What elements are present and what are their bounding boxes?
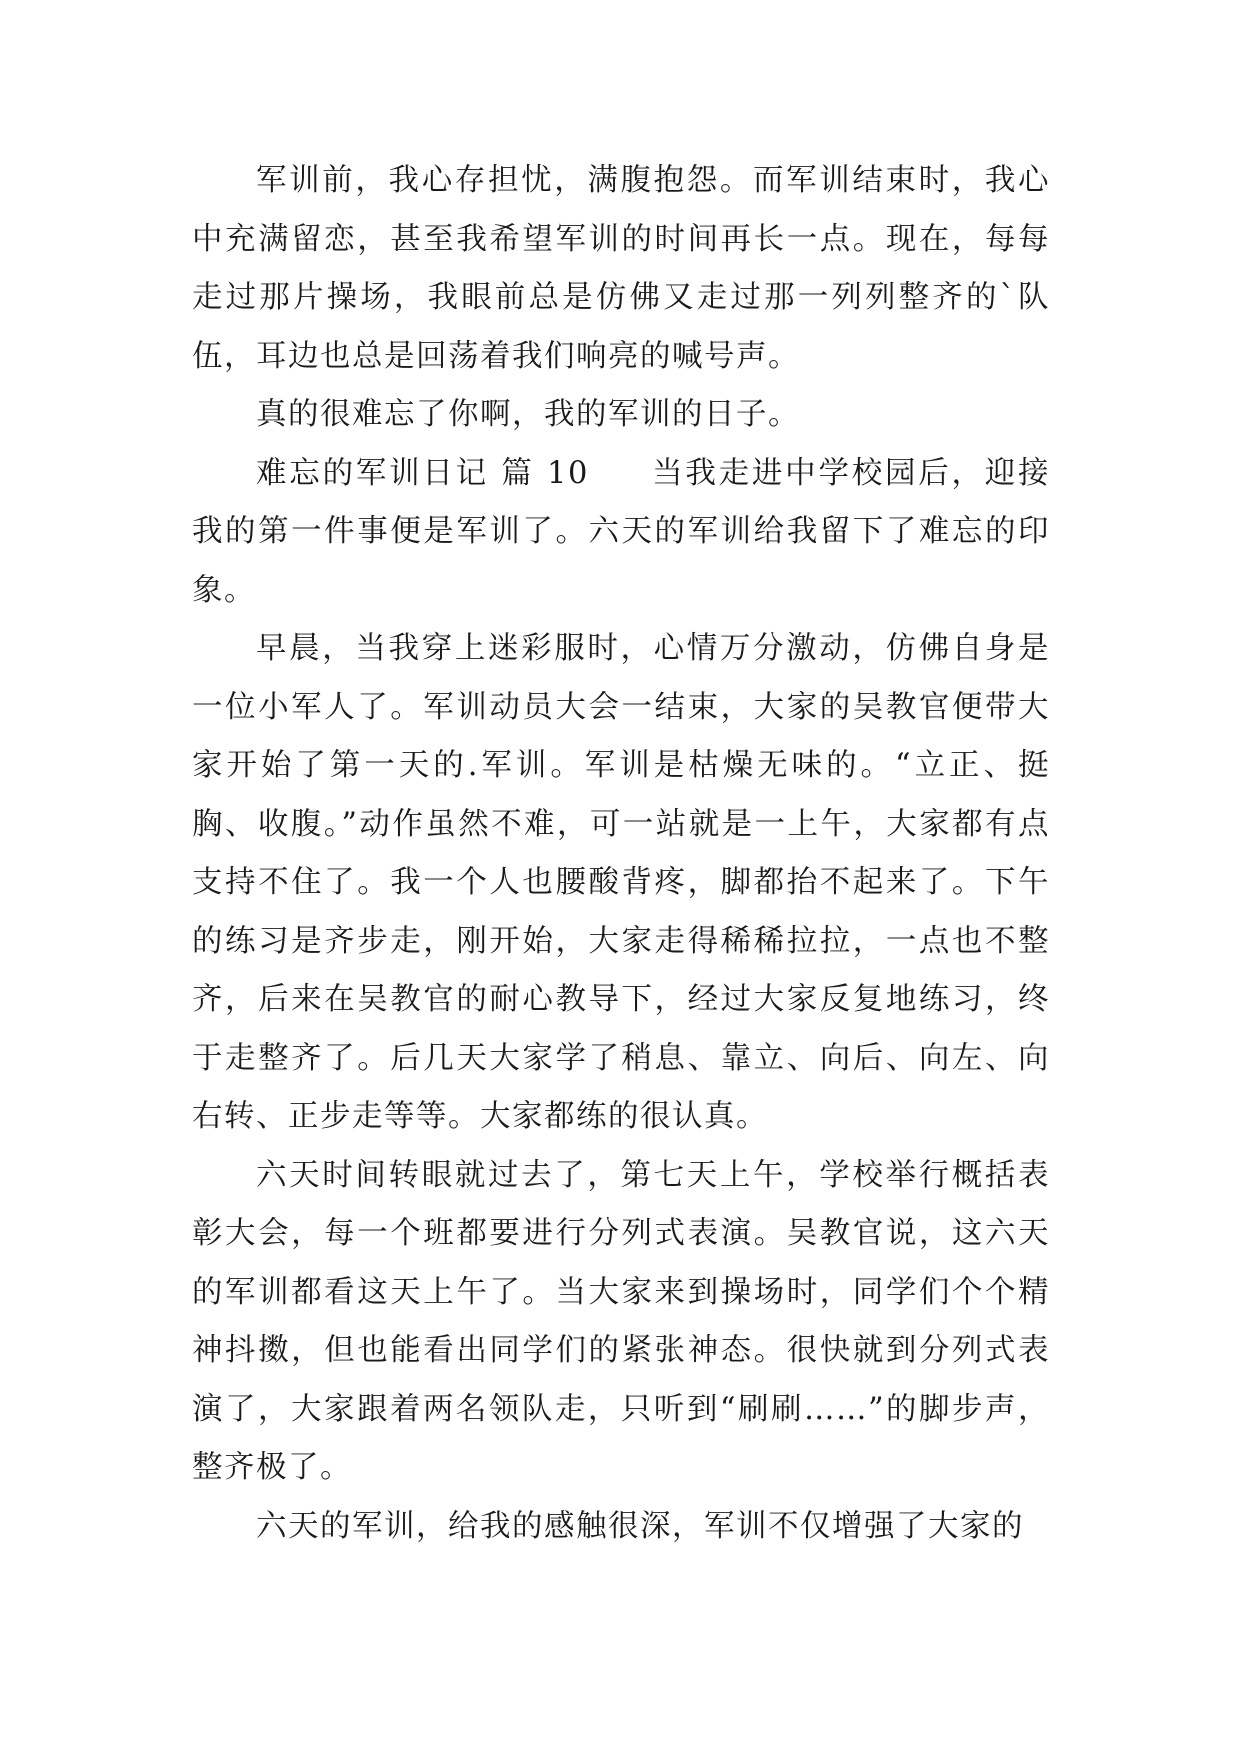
section-paragraph (192, 445, 1050, 621)
paragraph: 六天时间转眼就过去了，第七天上午，学校举行概括表彰大会，每一个班都要进行分列式表演。吴教官说，这六天的军训都看这天上午了。当大家来到操场时，同学们个个精神抖擞，但也能看出同学们的紧张神态。很快就到分列式表演了，大家跟着两名领队走，只听到“刷刷……”的脚步声，整齐极了。 (192, 1157, 1050, 1485)
paragraph: 六天的军训，给我的感触很深，军训不仅增强了大家的 (256, 1508, 1025, 1544)
section-text: 当我走进中学校园后，迎接我的第一件事便是军训了。六天的军训给我留下了难忘的印象。 (192, 455, 1051, 608)
paragraph: 军训前，我心存担忧，满腹抱怨。而军训结束时，我心中充满留恋，甚至我希望军训的时间再长一点。现在，每每走过那片操场，我眼前总是仿佛又走过那一列列整齐的`队伍，耳边也总是回荡着我们响亮的喊号声。 (192, 163, 1050, 374)
document-body (192, 152, 1050, 1556)
paragraph: 真的很难忘了你啊，我的军训的日子。 (256, 397, 801, 432)
section-heading: 难忘的军训日记 篇 10 (256, 455, 589, 491)
paragraph: 早晨，当我穿上迷彩服时，心情万分激动，仿佛自身是一位小军人了。军训动员大会一结束，大家的吴教官便带大家开始了第一天的.军训。军训是枯燥无味的。“立正、挺胸、收腹。”动作虽然不难，可一站就是一上午，大家都有点支持不住了。我一个人也腰酸背疼，脚都抬不起来了。下午的练习是齐步走，刚开始，大家走得稀稀拉拉，一点也不整齐，后来在吴教官的耐心教导下，经过大家反复地练习，终于走整齐了。后几天大家学了稍息、靠立、向后、向左、向右转、正步走等等。大家都练的很认真。 (192, 631, 1050, 1134)
